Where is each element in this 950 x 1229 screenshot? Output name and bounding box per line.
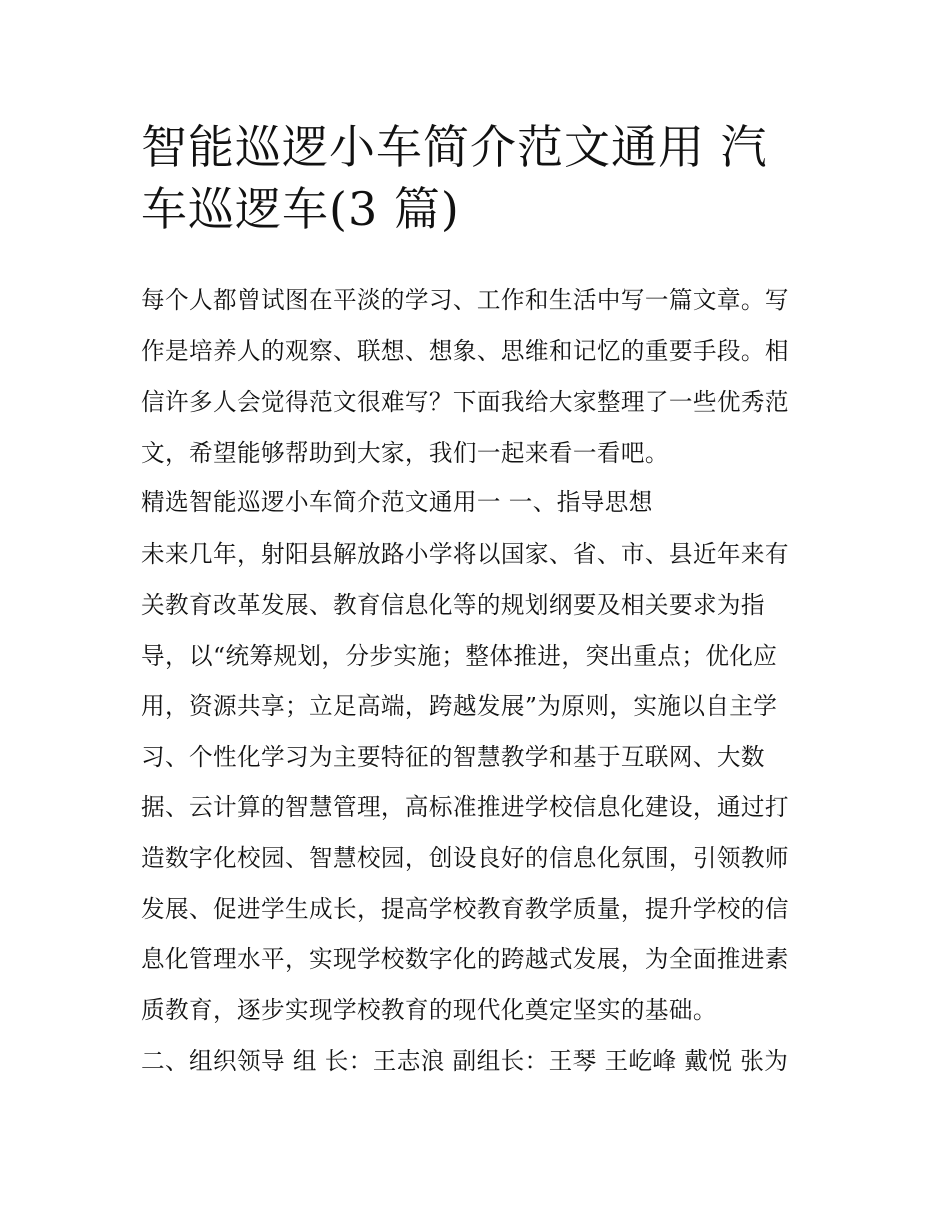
- title-line-2: 车巡逻车(3 篇): [141, 182, 460, 236]
- intro-line-2: 作是培养人的观察、联想、想象、思维和记忆的重要手段。相: [141, 337, 789, 365]
- organization-line: 二、组织领导 组 长：王志浪 副组长：王琴 王屹峰 戴悦 张为: [141, 1047, 789, 1075]
- intro-line-3: 信许多人会觉得范文很难写？下面我给大家整理了一些优秀范: [141, 388, 789, 416]
- intro-line-1: 每个人都曾试图在平淡的学习、工作和生活中写一篇文章。写: [141, 286, 789, 314]
- body-line-3: 导，以“统筹规划，分步实施；整体推进，突出重点；优化应: [141, 642, 778, 670]
- body-line-7: 造数字化校园、智慧校园，创设良好的信息化氛围，引领教师: [141, 844, 789, 872]
- body-line-6: 据、云计算的智慧管理，高标准推进学校信息化建设，通过打: [141, 793, 789, 821]
- document-title: [141, 116, 821, 240]
- body-line-2: 关教育改革发展、教育信息化等的规划纲要及相关要求为指: [141, 591, 765, 619]
- body-line-5: 习、个性化学习为主要特征的智慧教学和基于互联网、大数: [141, 743, 765, 771]
- body-line-9: 息化管理水平，实现学校数字化的跨越式发展，为全面推进素: [141, 945, 789, 973]
- title-line-1: 智能巡逻小车简介范文通用 汽: [141, 120, 768, 174]
- body-line-4: 用，资源共享；立足高端，跨越发展”为原则，实施以自主学: [141, 692, 778, 720]
- intro-line-4: 文，希望能够帮助到大家，我们一起来看一看吧。: [141, 439, 669, 467]
- body-line-10: 质教育，逐步实现学校教育的现代化奠定坚实的基础。: [141, 996, 717, 1024]
- body-line-8: 发展、促进学生成长，提高学校教育教学质量，提升学校的信: [141, 895, 789, 923]
- body-line-1: 未来几年，射阳县解放路小学将以国家、省、市、县近年来有: [141, 540, 789, 568]
- section-heading: 精选智能巡逻小车简介范文通用一 一、指导思想: [141, 488, 653, 516]
